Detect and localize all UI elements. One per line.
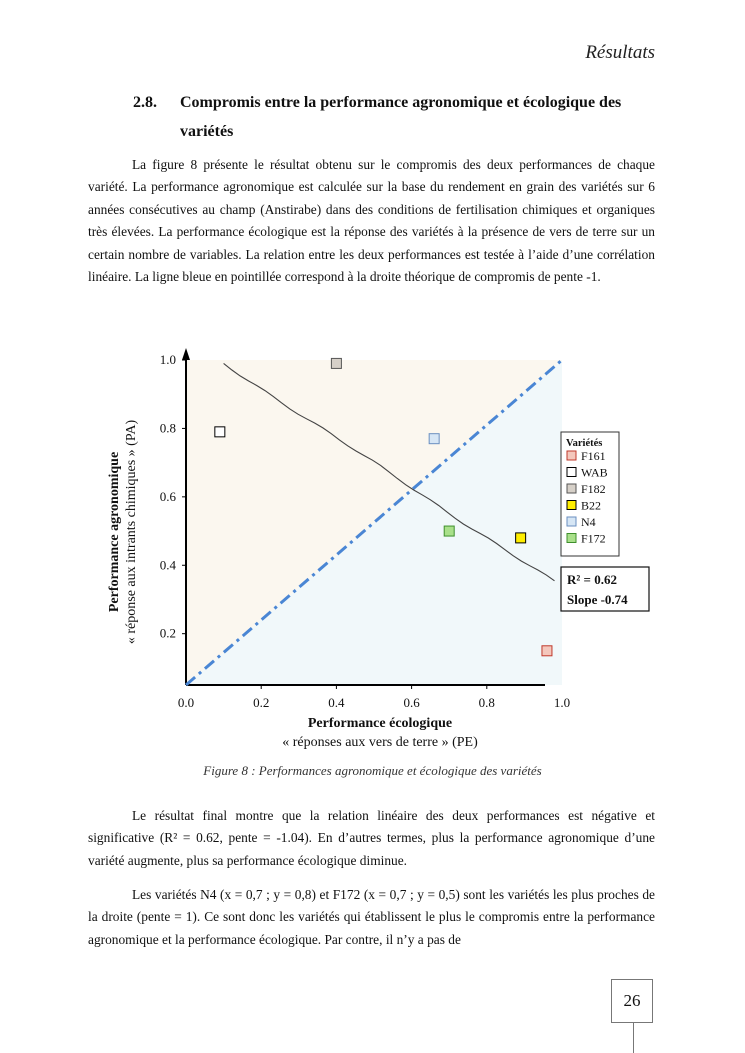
data-point-f182 <box>331 358 341 368</box>
data-point-b22 <box>516 533 526 543</box>
legend-swatch-n4 <box>567 517 576 526</box>
legend-swatch-f182 <box>567 484 576 493</box>
figure-caption: Figure 8 : Performances agronomique et écologique des variétés <box>203 763 542 778</box>
intro-paragraph: La figure 8 présente le résultat obtenu sur le compromis des deux performances de chaque variété. La performance agronomique est calculée sur la base du rendement en grain des variétés sur 6 années consécutives au champ (Anstirabe) dans des conditions de fertilisation chimiques et organiques très élevées. La performance écologique est la réponse des variétés à la présence de vers de terre sur un certain nombre de variables. La relation entre les deux performances est testée à l’aide d’une corrélation linéaire. La ligne bleue en pointillée correspond à la droite théorique de compromis de pente -1. <box>88 157 655 285</box>
section-title: Compromis entre la performance agronomique et écologique des variétés <box>180 94 622 140</box>
y-axis-arrow <box>182 348 190 360</box>
result-paragraph: Le résultat final montre que la relation linéaire des deux performances est négative et significative (R² = 0.62, pente = -1.04). En d’autres termes, plus la performance agronomique d’une variété augmente, plus sa performance écologique diminue. <box>88 808 655 868</box>
y-tick-label: 0.6 <box>159 488 176 504</box>
legend-label-f182: F182 <box>581 482 606 496</box>
x-tick-label: 0.4 <box>328 695 345 710</box>
legend-label-b22: B22 <box>581 498 602 513</box>
x-tick-label: 0.2 <box>253 695 270 710</box>
x-tick-label: 0.8 <box>478 695 495 710</box>
page-number-tick <box>633 1023 634 1053</box>
y-tick-label: 0.4 <box>159 557 176 573</box>
data-point-f161 <box>542 646 552 656</box>
y-axis-subtitle: « réponse aux intrants chimiques » (PA) <box>124 419 139 645</box>
varieties-paragraph: Les variétés N4 (x = 0,7 ; y = 0,8) et F172 (x = 0,7 ; y = 0,5) sont les variétés les plus proches de la droite (pente = 1). Ce sont donc les variétés qui établissent le plus le compromis entre la performance agronomique et la performance écologique. Par contre, il n’y a pas de <box>88 887 655 947</box>
section-number: 2.8. <box>133 94 157 111</box>
data-point-n4 <box>429 434 439 444</box>
y-tick-label: 0.2 <box>159 625 176 641</box>
x-axis-title: Performance écologique <box>307 716 453 731</box>
data-point-f172 <box>444 526 454 536</box>
stats-slope: Slope -0.74 <box>567 592 628 607</box>
legend-title: Variétés <box>566 438 603 449</box>
x-tick-label: 0.6 <box>403 695 420 710</box>
y-tick-label: 0.8 <box>159 420 176 436</box>
legend-label-n4: N4 <box>581 515 596 529</box>
legend-label-f172: F172 <box>581 531 606 546</box>
legend-swatch-f172 <box>567 534 576 543</box>
data-point-wab <box>215 427 225 437</box>
legend-swatch-b22 <box>567 501 576 510</box>
x-tick-label: 1.0 <box>553 695 571 710</box>
page-number: 26 <box>611 979 653 1023</box>
legend-swatch-f161 <box>567 451 576 460</box>
stats-r2: R² = 0.62 <box>567 572 617 587</box>
running-header: Résultats <box>585 42 655 63</box>
legend-label-wab: WAB <box>581 465 608 480</box>
legend-swatch-wab <box>567 468 576 477</box>
y-tick-label: 1.0 <box>159 352 176 367</box>
x-axis-subtitle: « réponses aux vers de terre » (PE) <box>282 735 478 750</box>
legend-label-f161: F161 <box>581 449 606 463</box>
x-tick-label: 0.0 <box>177 695 195 710</box>
y-axis-title: Performance agronomique <box>107 451 122 613</box>
